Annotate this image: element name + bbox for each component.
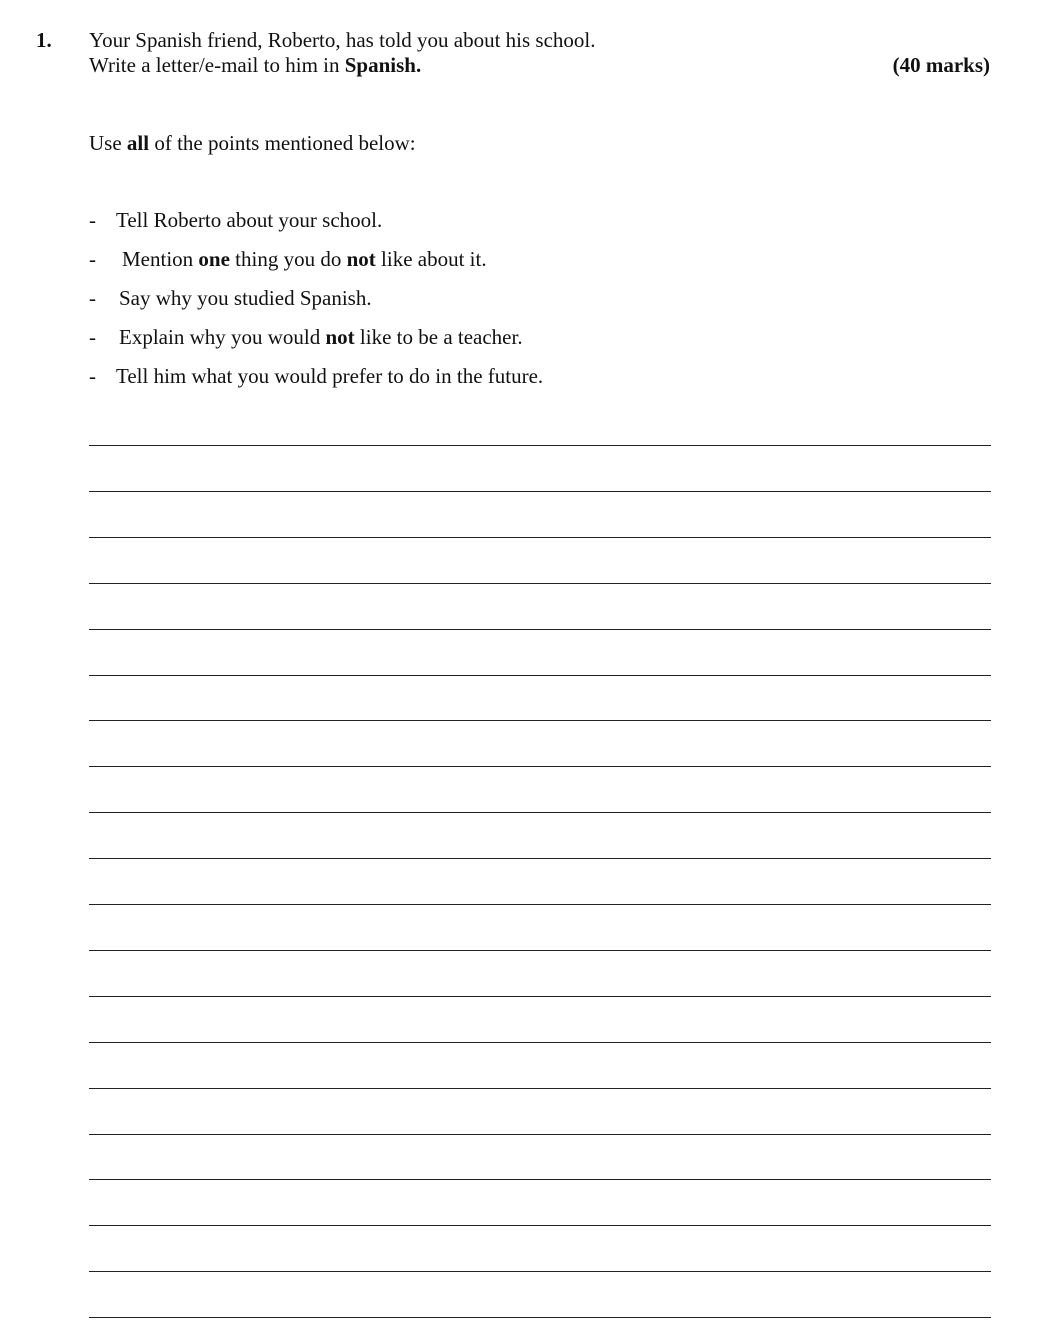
answer-line[interactable] [89,720,991,721]
instruction-suffix: of the points mentioned below: [149,131,416,155]
point-text-part: like about it. [375,247,487,271]
answer-line[interactable] [89,1317,991,1318]
answer-line[interactable] [89,1042,991,1043]
point-text-part: Mention [122,247,199,271]
point-text-bold: not [346,247,376,271]
point-text [116,363,543,389]
answer-line[interactable] [89,1134,991,1135]
point-text-bold: one [198,247,230,271]
answer-line[interactable] [89,996,991,997]
answer-line[interactable] [89,1225,991,1226]
point-text [119,324,523,350]
point-text [119,285,372,311]
answer-line[interactable] [89,858,991,859]
answer-line[interactable] [89,629,991,630]
bullet-dash: - [89,325,96,349]
bullet-dash: - [89,247,96,271]
question-prompt-line1: Your Spanish friend, Roberto, has told you about his school. [89,28,596,52]
point-text-part: thing you do [229,247,347,271]
answer-line[interactable] [89,766,991,767]
answer-line[interactable] [89,812,991,813]
instruction-prefix: Use [89,131,127,155]
bullet-dash: - [89,208,96,232]
answer-line[interactable] [89,583,991,584]
point-text [122,246,487,272]
point-text-part: Tell Roberto about your school. [116,208,383,232]
point-text-part: Explain why you would [119,325,326,349]
answer-line[interactable] [89,445,991,446]
answer-line[interactable] [89,904,991,905]
instruction-bold: all [126,131,150,155]
point-text-part: Say why you studied Spanish. [119,286,372,310]
point-text [116,207,382,233]
instruction-text [89,130,416,156]
prompt-line2-text: Write a letter/e-mail to him in [89,53,345,77]
marks-label: (40 marks) [892,53,990,77]
point-text-part: Tell him what you would prefer to do in the future. [116,364,544,388]
answer-line[interactable] [89,491,991,492]
question-number: 1. [36,28,52,52]
answer-line[interactable] [89,675,991,676]
answer-line[interactable] [89,1179,991,1180]
answer-line[interactable] [89,950,991,951]
bullet-dash: - [89,364,96,388]
answer-line[interactable] [89,1088,991,1089]
answer-line[interactable] [89,1271,991,1272]
point-text-part: like to be a teacher. [354,325,523,349]
question-prompt-line2 [89,52,421,78]
prompt-language-bold: Spanish. [344,53,422,77]
bullet-dash: - [89,286,96,310]
answer-line[interactable] [89,537,991,538]
point-text-bold: not [325,325,355,349]
